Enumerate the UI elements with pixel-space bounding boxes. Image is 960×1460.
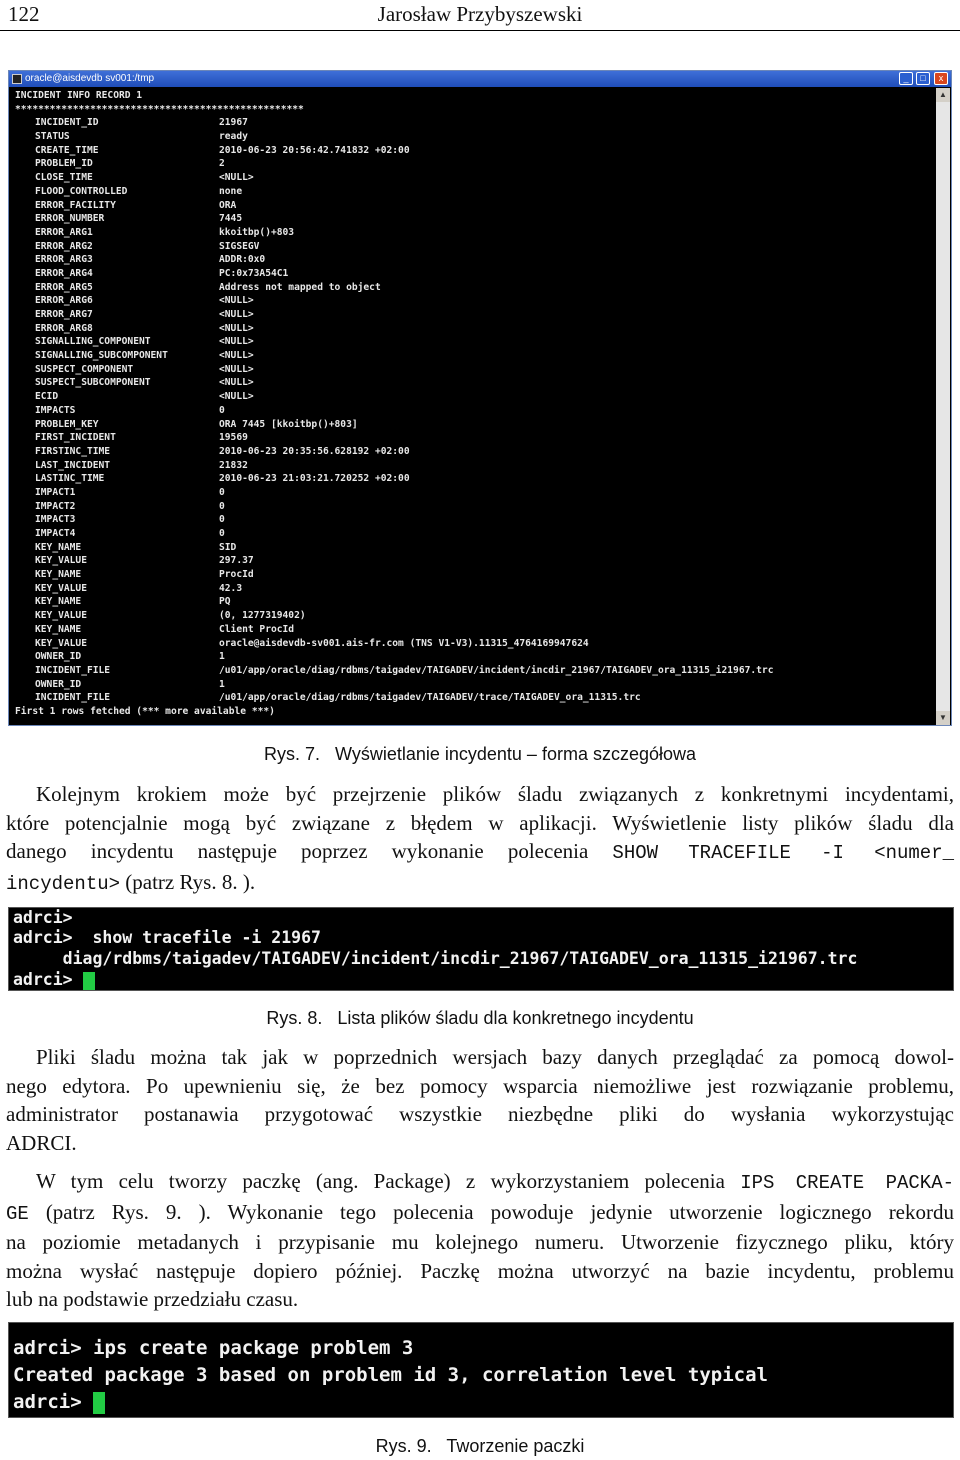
text-line: które potencjalnie mogą być związane z błędem w aplikacji. Wyświetlenie listy plików śladu dla — [6, 810, 954, 835]
text-line: administrator postanawia przygotować wszystkie niezbędne pliki do wysłania wykorzystując — [6, 1102, 954, 1126]
field-name: CREATE_TIME — [35, 144, 99, 156]
terminal-screenshot-ips-create — [8, 1322, 954, 1418]
terminal-line: diag/rdbms/taigadev/TAIGADEV/incident/incdir_21967/TAIGADEV_ora_11315_i21967.trc — [13, 949, 858, 968]
field-name: ERROR_FACILITY — [35, 199, 116, 211]
field-name: KEY_VALUE — [35, 582, 87, 594]
field-value: 21967 — [219, 117, 248, 129]
field-name: STATUS — [35, 131, 70, 143]
terminal-header-line: ************************************************** — [15, 103, 304, 115]
text-line: (patrz Rys. 8. ). — [120, 869, 256, 894]
field-value: <NULL> — [219, 336, 254, 348]
page-number: 122 — [8, 2, 40, 26]
window-title: oracle@aisdevdb sv001:/tmp — [25, 73, 155, 84]
field-name: INCIDENT_FILE — [35, 664, 111, 676]
field-value: 7445 — [219, 213, 243, 225]
field-value: /u01/app/oracle/diag/rdbms/taigadev/TAIGADEV/trace/TAIGADEV_ora_11315.trc — [219, 692, 641, 704]
text-line: W tym celu tworzy paczkę (ang. Package) z wykorzystaniem polecenia — [36, 1169, 725, 1193]
terminal-footer-line: First 1 rows fetched (*** more available ***) — [15, 705, 275, 717]
record-row — [13, 472, 931, 486]
terminal-line: adrci> — [13, 908, 73, 927]
figure-caption-7 — [0, 744, 960, 765]
record-row — [13, 691, 931, 705]
caption-number: Rys. 7. — [263, 744, 320, 764]
record-row — [13, 376, 931, 390]
text-line: (patrz Rys. 9. ). Wykonanie tego polecenia powoduje jedynie utworzenie logicznego rekordu — [28, 1199, 954, 1224]
paragraph-2 — [6, 1043, 954, 1157]
field-value: none — [219, 185, 243, 197]
record-row — [13, 595, 931, 609]
figure-caption-8 — [0, 1008, 960, 1029]
record-row — [13, 541, 931, 555]
inline-code: GE — [6, 1202, 29, 1225]
field-value: ready — [219, 131, 248, 143]
text-line: Kolejnym krokiem może być przejrzenie plików śladu związanych z konkretnymi incydentami, — [36, 782, 954, 806]
vertical-scrollbar[interactable] — [936, 88, 950, 725]
record-row — [13, 486, 931, 500]
field-name: ECID — [35, 391, 59, 403]
record-row — [13, 678, 931, 692]
field-value: ProcId — [219, 569, 254, 581]
field-name: KEY_NAME — [35, 596, 82, 608]
field-name: ERROR_NUMBER — [35, 213, 105, 225]
field-name: FIRST_INCIDENT — [35, 432, 116, 444]
terminal-line: adrci> — [13, 970, 83, 989]
inline-code: IPS CREATE PACKA- — [740, 1172, 954, 1194]
record-row — [13, 404, 931, 418]
record-row — [13, 185, 931, 199]
field-value: 1 — [219, 678, 225, 690]
field-name: LASTINC_TIME — [35, 473, 105, 485]
field-value: 2 — [219, 158, 225, 170]
scroll-up-arrow-icon[interactable]: ▲ — [936, 88, 950, 102]
scroll-down-arrow-icon[interactable]: ▼ — [936, 711, 950, 725]
record-row — [13, 431, 931, 445]
record-row — [13, 267, 931, 281]
text-line: Pliki śladu można tak jak w poprzednich wersjach bazy danych przeglądać za pomocą dowol- — [36, 1045, 954, 1069]
field-name: IMPACTS — [35, 404, 76, 416]
field-name: SIGNALLING_SUBCOMPONENT — [35, 350, 168, 362]
field-value: Client ProcId — [219, 623, 295, 635]
record-row — [13, 116, 931, 130]
field-value: 0 — [219, 528, 225, 539]
field-name: ERROR_ARG7 — [35, 309, 93, 320]
field-name: ERROR_ARG4 — [35, 267, 93, 279]
field-value: 2010-06-23 20:35:56.628192 +02:00 — [219, 445, 410, 457]
terminal-line: Created package 3 based on problem id 3, correlation level typical — [13, 1364, 768, 1386]
field-value: 1 — [219, 651, 225, 663]
record-row — [13, 171, 931, 185]
terminal-output — [13, 89, 931, 725]
field-name: OWNER_ID — [35, 651, 82, 663]
record-row — [13, 568, 931, 582]
text-line: na poziomie metadanych i przypisanie mu kolejnego numeru. Utworzenie fizycznego pliku, który — [6, 1230, 954, 1254]
field-value: PC:0x73A54C1 — [219, 267, 289, 279]
record-row — [13, 363, 931, 377]
field-value: 2010-06-23 20:56:42.741832 +02:00 — [219, 144, 410, 156]
record-row — [13, 513, 931, 527]
text-line: ADRCI. — [6, 1130, 77, 1155]
field-value: <NULL> — [219, 350, 254, 362]
field-name: SUSPECT_SUBCOMPONENT — [35, 377, 151, 389]
paragraph-3 — [6, 1167, 954, 1314]
field-value: 0 — [219, 500, 225, 512]
field-value: <NULL> — [219, 363, 254, 375]
record-row — [13, 418, 931, 432]
field-name: FLOOD_CONTROLLED — [35, 185, 128, 197]
paragraph-1 — [6, 780, 954, 898]
field-name: FIRSTINC_TIME — [35, 445, 111, 457]
record-row — [13, 445, 931, 459]
field-name: KEY_VALUE — [35, 610, 87, 622]
field-value: 2010-06-23 21:03:21.720252 +02:00 — [219, 473, 410, 485]
cursor — [83, 972, 95, 990]
maximize-button[interactable]: □ — [916, 72, 930, 85]
field-value: 19569 — [219, 432, 248, 444]
field-value: ADDR:0x0 — [219, 254, 266, 266]
caption-number: Rys. 8. — [266, 1008, 323, 1028]
field-name: ERROR_ARG3 — [35, 254, 93, 266]
minimize-button[interactable]: _ — [899, 72, 913, 85]
caption-text: Wyświetlanie incydentu – forma szczegółowa — [335, 744, 697, 764]
field-value: <NULL> — [219, 172, 254, 184]
text-line: danego incydentu następuje poprzez wykonanie polecenia — [6, 839, 589, 863]
record-row — [13, 308, 931, 322]
record-row — [13, 130, 931, 144]
terminal-prompt-line — [13, 970, 95, 990]
text-line: lub na podstawie przedziału czasu. — [6, 1287, 299, 1311]
terminal-line: adrci> — [13, 1391, 94, 1413]
field-value: ORA — [219, 199, 237, 211]
field-name: CLOSE_TIME — [35, 172, 93, 184]
inline-code: incydentu> — [6, 872, 121, 895]
inline-code: SHOW TRACEFILE -I <numer_ — [612, 842, 955, 864]
record-row — [13, 664, 931, 678]
field-value: 0 — [219, 514, 225, 526]
terminal-prompt-line — [13, 1391, 105, 1414]
window-titlebar — [9, 71, 951, 87]
field-name: KEY_NAME — [35, 569, 82, 581]
caption-text: Tworzenie paczki — [446, 1436, 585, 1456]
field-name: IMPACT3 — [35, 514, 76, 526]
record-row — [13, 650, 931, 664]
field-name: IMPACT2 — [35, 500, 76, 512]
record-row — [13, 582, 931, 596]
field-name: KEY_VALUE — [35, 637, 87, 649]
field-value: SID — [219, 541, 237, 553]
field-name: INCIDENT_FILE — [35, 692, 111, 704]
record-row — [13, 500, 931, 514]
cursor — [93, 1392, 105, 1414]
field-value: oracle@aisdevdb-sv001.ais-fr.com (TNS V1-V3).11315_4764169947624 — [219, 637, 589, 649]
field-name: KEY_NAME — [35, 541, 82, 553]
caption-number: Rys. 9. — [375, 1436, 432, 1456]
field-value: 42.3 — [219, 582, 243, 594]
field-value: /u01/app/oracle/diag/rdbms/taigadev/TAIGADEV/incident/incdir_21967/TAIGADEV_ora_11315_i21967.trc — [219, 664, 774, 676]
field-value: <NULL> — [219, 377, 254, 389]
caption-text: Lista plików śladu dla konkretnego incydentu — [337, 1008, 694, 1028]
field-name: ERROR_ARG2 — [35, 240, 93, 252]
record-row — [13, 226, 931, 240]
field-value: <NULL> — [219, 295, 254, 307]
field-name: ERROR_ARG5 — [35, 281, 93, 293]
record-row — [13, 527, 931, 541]
field-value: kkoitbp()+803 — [219, 226, 295, 238]
record-row — [13, 212, 931, 226]
field-value: 21832 — [219, 459, 248, 471]
record-row — [13, 349, 931, 363]
text-line: można wysłać następuje dopiero później. Paczkę można utworzyć na bazie incydentu, problemu — [6, 1258, 954, 1283]
field-name: KEY_VALUE — [35, 555, 87, 567]
field-name: OWNER_ID — [35, 678, 82, 690]
field-name: INCIDENT_ID — [35, 117, 99, 129]
record-row — [13, 335, 931, 349]
field-name: IMPACT4 — [35, 528, 76, 539]
field-name: IMPACT1 — [35, 486, 76, 498]
field-name: LAST_INCIDENT — [35, 459, 111, 471]
field-value: <NULL> — [219, 322, 254, 334]
record-row — [13, 294, 931, 308]
field-value: PQ — [219, 596, 231, 608]
field-value: (0, 1277319402) — [219, 610, 306, 622]
field-value: 0 — [219, 404, 225, 416]
record-row — [13, 322, 931, 336]
field-name: ERROR_ARG8 — [35, 322, 93, 334]
field-name: PROBLEM_KEY — [35, 418, 99, 430]
field-value: 0 — [219, 486, 225, 498]
field-name: KEY_NAME — [35, 623, 82, 635]
record-row — [13, 240, 931, 254]
terminal-screenshot-tracefile — [8, 907, 954, 991]
terminal-line: adrci> show tracefile -i 21967 — [13, 928, 321, 947]
field-name: ERROR_ARG6 — [35, 295, 93, 307]
record-row — [13, 199, 931, 213]
text-line: nego edytora. Po upewnieniu się, że bez pomocy wsparcia niemożliwe jest rozwiązanie problemu, — [6, 1073, 954, 1098]
field-value: <NULL> — [219, 309, 254, 320]
field-name: SIGNALLING_COMPONENT — [35, 336, 151, 348]
record-row — [13, 144, 931, 158]
record-row — [13, 390, 931, 404]
terminal-icon — [12, 74, 22, 84]
terminal-window-screenshot — [8, 70, 952, 726]
field-name: ERROR_ARG1 — [35, 226, 93, 238]
record-row — [13, 157, 931, 171]
record-row — [13, 554, 931, 568]
record-row — [13, 281, 931, 295]
field-value: <NULL> — [219, 391, 254, 403]
record-row — [13, 637, 931, 651]
figure-caption-9 — [0, 1436, 960, 1457]
field-name: SUSPECT_COMPONENT — [35, 363, 134, 375]
record-row — [13, 253, 931, 267]
field-value: ORA 7445 [kkoitbp()+803] — [219, 418, 358, 430]
record-row — [13, 623, 931, 637]
terminal-header-line: INCIDENT INFO RECORD 1 — [15, 90, 143, 101]
record-row — [13, 609, 931, 623]
field-value: Address not mapped to object — [219, 281, 381, 293]
field-name: PROBLEM_ID — [35, 158, 93, 170]
terminal-line: adrci> ips create package problem 3 — [13, 1337, 414, 1359]
record-row — [13, 459, 931, 473]
page-header — [0, 0, 960, 31]
field-value: 297.37 — [219, 555, 254, 567]
field-value: SIGSEGV — [219, 240, 260, 252]
close-button[interactable]: x — [934, 72, 948, 85]
running-head-author: Jarosław Przybyszewski — [377, 2, 583, 26]
